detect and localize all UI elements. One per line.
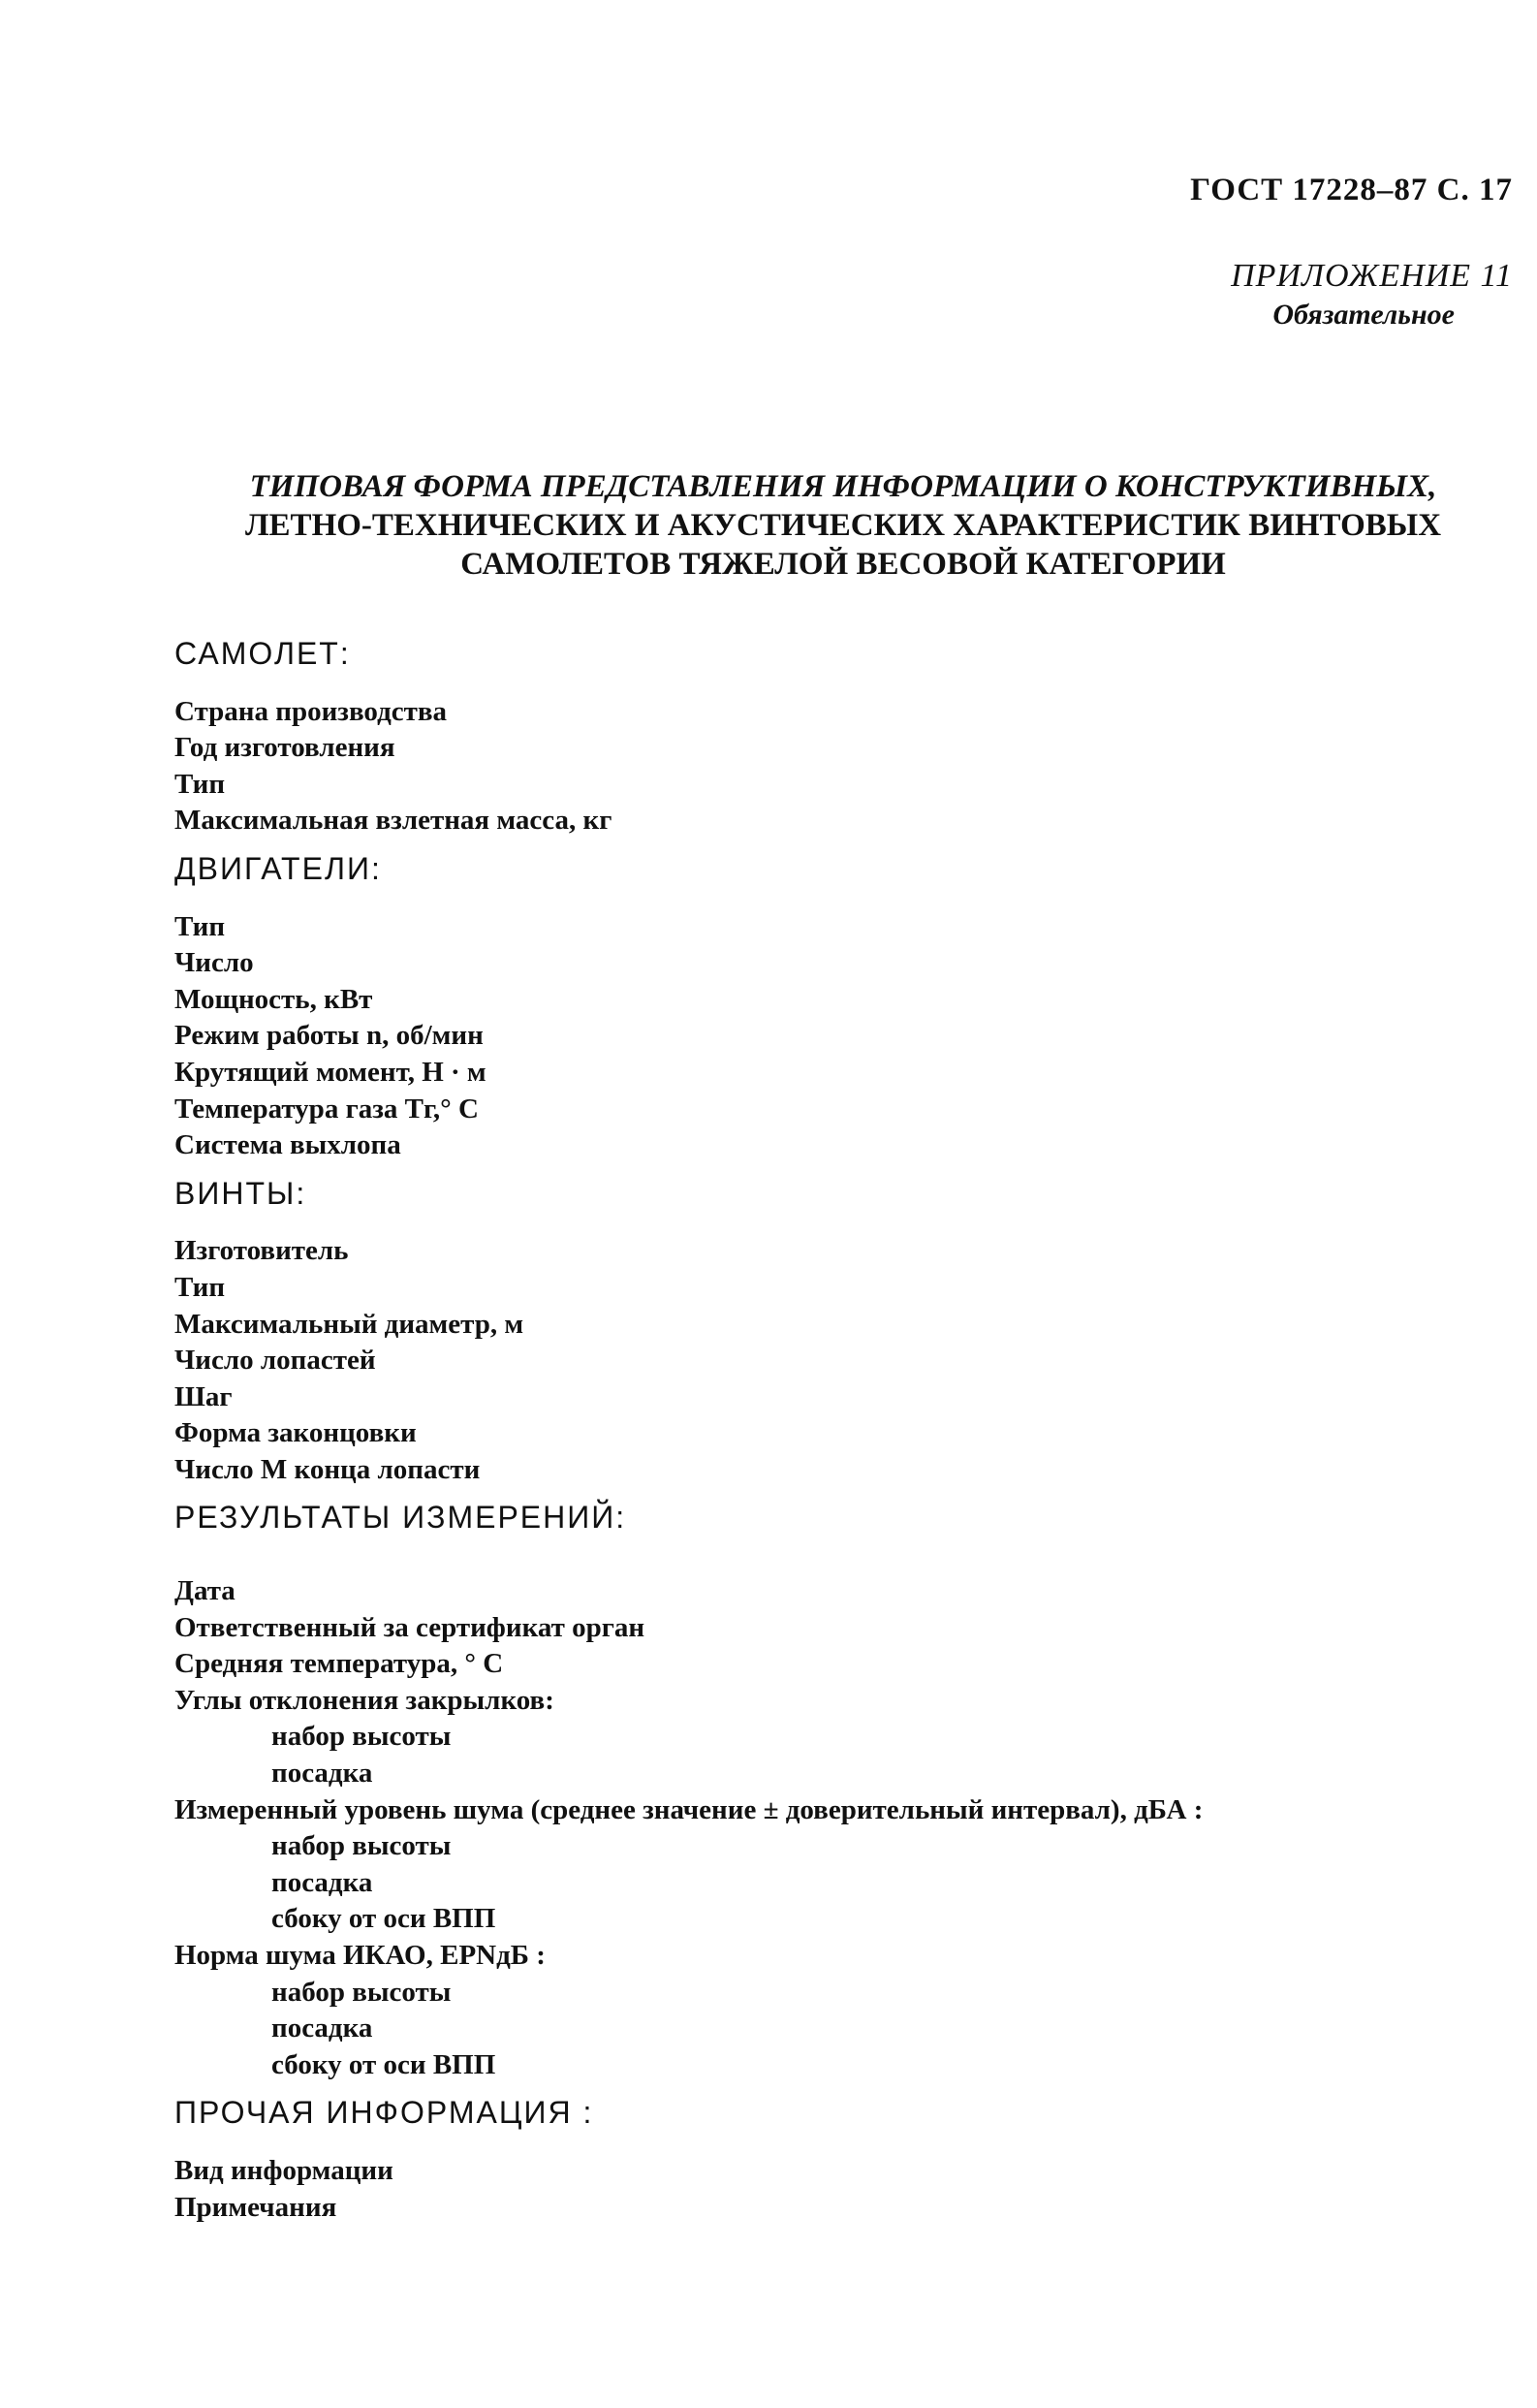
field-engine-type: Тип bbox=[174, 910, 226, 942]
field-type: Тип bbox=[174, 768, 226, 800]
section-heading-propellers: ВИНТЫ: bbox=[174, 1175, 307, 1211]
field-blade-count: Число лопастей bbox=[174, 1345, 376, 1377]
appendix-note: Обязательное bbox=[1272, 299, 1455, 331]
section-heading-other: ПРОЧАЯ ИНФОРМАЦИЯ : bbox=[174, 2095, 594, 2131]
document-code: ГОСТ 17228–87 С. 17 bbox=[1190, 173, 1513, 207]
field-flap-landing: посадка bbox=[271, 1758, 373, 1790]
field-noise-landing: посадка bbox=[271, 1866, 373, 1898]
field-engine-power: Мощность, кВт bbox=[174, 983, 373, 1015]
field-propeller-type: Тип bbox=[174, 1271, 226, 1303]
field-notes: Примечания bbox=[174, 2191, 337, 2223]
field-max-takeoff-mass: Максимальная взлетная масса, кг bbox=[174, 805, 612, 837]
appendix-label: ПРИЛОЖЕНИЕ 11 bbox=[1231, 258, 1513, 294]
field-limit-landing: посадка bbox=[271, 2012, 373, 2044]
section-heading-aircraft: САМОЛЕТ: bbox=[174, 636, 351, 671]
field-tip-shape: Форма законцовки bbox=[174, 1417, 417, 1449]
field-country: Страна производства bbox=[174, 695, 448, 727]
field-manufacturer: Изготовитель bbox=[174, 1235, 349, 1267]
title-line-1: ТИПОВАЯ ФОРМА ПРЕДСТАВЛЕНИЯ ИНФОРМАЦИИ О КОНСТРУКТИВНЫХ, bbox=[249, 469, 1437, 504]
field-limit-sideline: сбоку от оси ВПП bbox=[271, 2048, 496, 2080]
field-measured-noise: Измеренный уровень шума (среднее значение ± доверительный интервал), дБА : bbox=[174, 1793, 1204, 1825]
field-engine-torque: Крутящий момент, Н · м bbox=[174, 1056, 486, 1088]
field-info-kind: Вид информации bbox=[174, 2154, 393, 2186]
form-body bbox=[174, 636, 1512, 2226]
section-heading-engines: ДВИГАТЕЛИ: bbox=[174, 850, 382, 886]
field-average-temperature: Средняя температура, ° С bbox=[174, 1648, 504, 1680]
field-engine-count: Число bbox=[174, 947, 254, 979]
section-heading-results: РЕЗУЛЬТАТЫ ИЗМЕРЕНИЙ: bbox=[174, 1500, 627, 1536]
title-line-2: ЛЕТНО-ТЕХНИЧЕСКИХ И АКУСТИЧЕСКИХ ХАРАКТЕРИСТИК ВИНТОВЫХ bbox=[244, 508, 1442, 543]
title-line-3: САМОЛЕТОВ ТЯЖЕЛОЙ ВЕСОВОЙ КАТЕГОРИИ bbox=[460, 547, 1226, 582]
field-year: Год изготовления bbox=[174, 732, 395, 764]
field-icao-limit: Норма шума ИКАО, EPNдБ : bbox=[174, 1940, 546, 1971]
field-flap-climb: набор высоты bbox=[271, 1721, 452, 1753]
field-gas-temperature: Температура газа Tг,° С bbox=[174, 1093, 479, 1125]
field-date: Дата bbox=[174, 1575, 235, 1607]
field-limit-climb: набор высоты bbox=[271, 1976, 452, 2008]
field-flap-angles: Углы отклонения закрылков: bbox=[174, 1684, 554, 1716]
field-noise-climb: набор высоты bbox=[271, 1830, 452, 1862]
field-max-diameter: Максимальный диаметр, м bbox=[174, 1308, 524, 1340]
field-engine-mode: Режим работы n, об/мин bbox=[174, 1020, 484, 1052]
field-responsible-body: Ответственный за сертификат орган bbox=[174, 1611, 645, 1643]
document-title bbox=[194, 467, 1492, 584]
field-noise-sideline: сбоку от оси ВПП bbox=[271, 1903, 496, 1935]
field-tip-mach: Число M конца лопасти bbox=[174, 1453, 481, 1485]
field-exhaust-system: Система выхлопа bbox=[174, 1129, 401, 1161]
field-pitch: Шаг bbox=[174, 1380, 233, 1412]
